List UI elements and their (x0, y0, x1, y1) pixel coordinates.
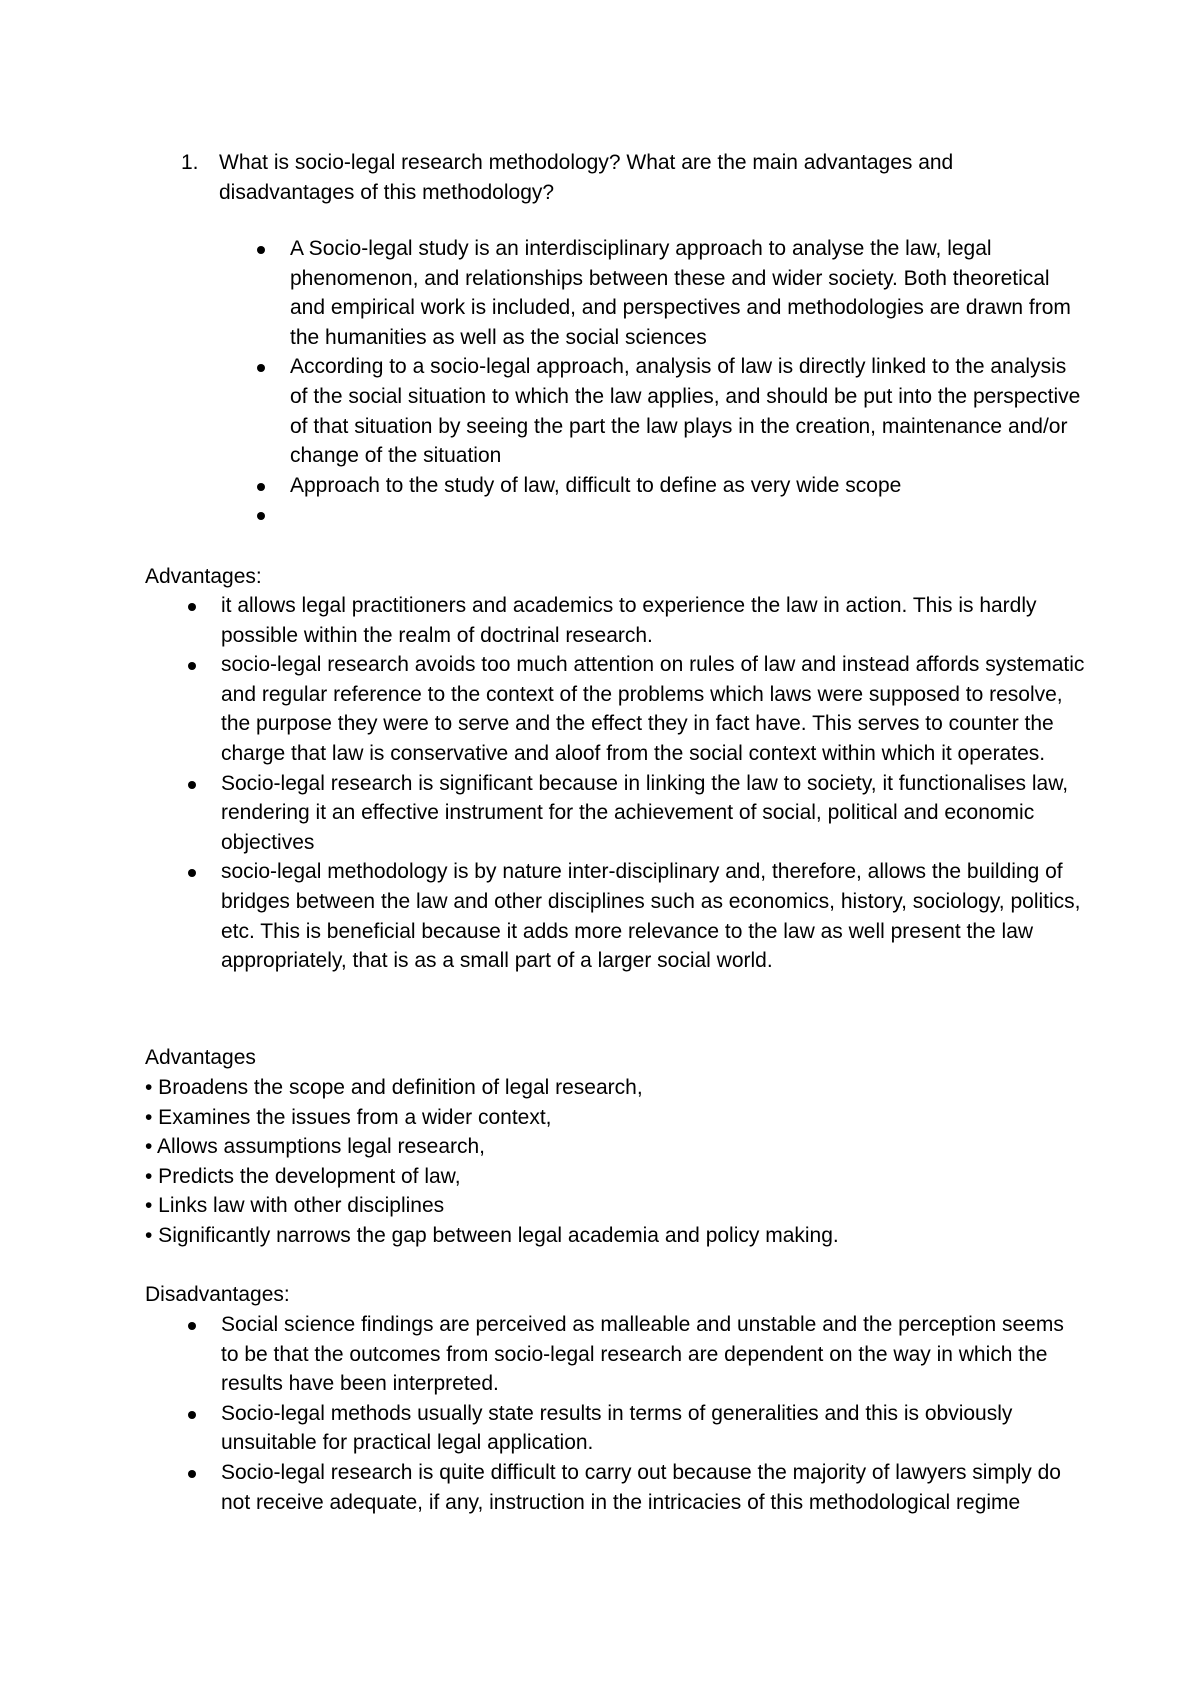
list-item: • Examines the issues from a wider context, (145, 1105, 552, 1129)
bullet-icon (188, 1411, 196, 1419)
list-item-text: Approach to the study of law, difficult to define as very wide scope (290, 473, 902, 497)
list-item-text: socio-legal methodology is by nature inter-disciplinary and, therefore, allows the building of bridges between the law and other disciplines such as economics, history, sociology, politics, etc. This is beneficial because it adds more relevance to the law as well present the law appropriately, that is as a small part of a larger social world. (221, 860, 1081, 973)
question-text: What is socio-legal research methodology? What are the main advantages and disadvantages of this methodology? (219, 151, 954, 204)
bullet-icon (257, 364, 265, 372)
list-item-text: Socio-legal research is quite difficult to carry out because the majority of lawyers simply do not receive adequate, if any, instruction in the intricacies of this methodological regime (221, 1460, 1061, 1514)
list-item (185, 769, 1085, 858)
list-item-text: According to a socio-legal approach, analysis of law is directly linked to the analysis of the social situation to which the law applies, and should be put into the perspective of that situation by seeing the part the law plays in the creation, maintenance and/or change of the situation (290, 355, 1081, 468)
question-item (181, 148, 1081, 207)
advantages-list (185, 591, 1085, 976)
question-number: 1. (181, 151, 199, 174)
disadvantages-list (185, 1310, 1085, 1517)
list-item (185, 1399, 1085, 1458)
bullet-icon (188, 781, 196, 789)
list-item-text: A Socio-legal study is an interdisciplinary approach to analyse the law, legal phenomenon, and relationships between these and wider society. Both theoretical and empirical work is included, and perspectives and methodologies are drawn from the humanities as well as the social sciences (290, 237, 1071, 349)
bullet-icon (257, 246, 265, 254)
list-item-text: Socio-legal methods usually state results in terms of generalities and this is obviously unsuitable for practical legal application. (221, 1401, 1013, 1455)
list-item (254, 471, 1084, 501)
bullet-icon (188, 1470, 196, 1478)
bullet-icon (188, 869, 196, 877)
disadvantages-heading: Disadvantages: (145, 1283, 290, 1306)
list-item-text: it allows legal practitioners and academics to experience the law in action. This is hardly possible within the realm of doctrinal research. (221, 594, 1037, 647)
list-item-text: socio-legal research avoids too much attention on rules of law and instead affords systematic and regular reference to the context of the problems which laws were supposed to resolve, the purpose they were to serve and the effect they in fact have. This serves to counter the charge that law is conservative and aloof from the social context within which it operates. (221, 653, 1085, 765)
list-item (185, 857, 1085, 975)
list-item (254, 234, 1084, 352)
list-item (185, 1458, 1085, 1517)
list-item: • Predicts the development of law, (145, 1164, 461, 1188)
list-item (254, 500, 1084, 530)
advantages-heading: Advantages: (145, 565, 262, 588)
intro-bullet-list (254, 234, 1084, 530)
bullet-icon (257, 512, 265, 520)
list-item (185, 591, 1085, 650)
list-item: • Significantly narrows the gap between legal academia and policy making. (145, 1223, 839, 1247)
list-item: • Allows assumptions legal research, (145, 1135, 486, 1159)
advantages-summary-list (145, 1073, 1085, 1251)
bullet-icon (188, 662, 196, 670)
list-item (254, 352, 1084, 470)
bullet-icon (188, 1322, 196, 1330)
list-item (185, 650, 1085, 768)
list-item-text: Social science findings are perceived as malleable and unstable and the perception seems to be that the outcomes from socio-legal research are dependent on the way in which the results have been interpreted. (221, 1313, 1064, 1396)
list-item-text: Socio-legal research is significant because in linking the law to society, it functionalises law, rendering it an effective instrument for the achievement of social, political and economic objectives (221, 771, 1069, 854)
list-item: • Broadens the scope and definition of legal research, (145, 1076, 643, 1099)
list-item: • Links law with other disciplines (145, 1194, 445, 1218)
advantages-summary-heading: Advantages (145, 1046, 256, 1069)
list-item (185, 1310, 1085, 1399)
bullet-icon (188, 603, 196, 611)
bullet-icon (257, 483, 265, 491)
